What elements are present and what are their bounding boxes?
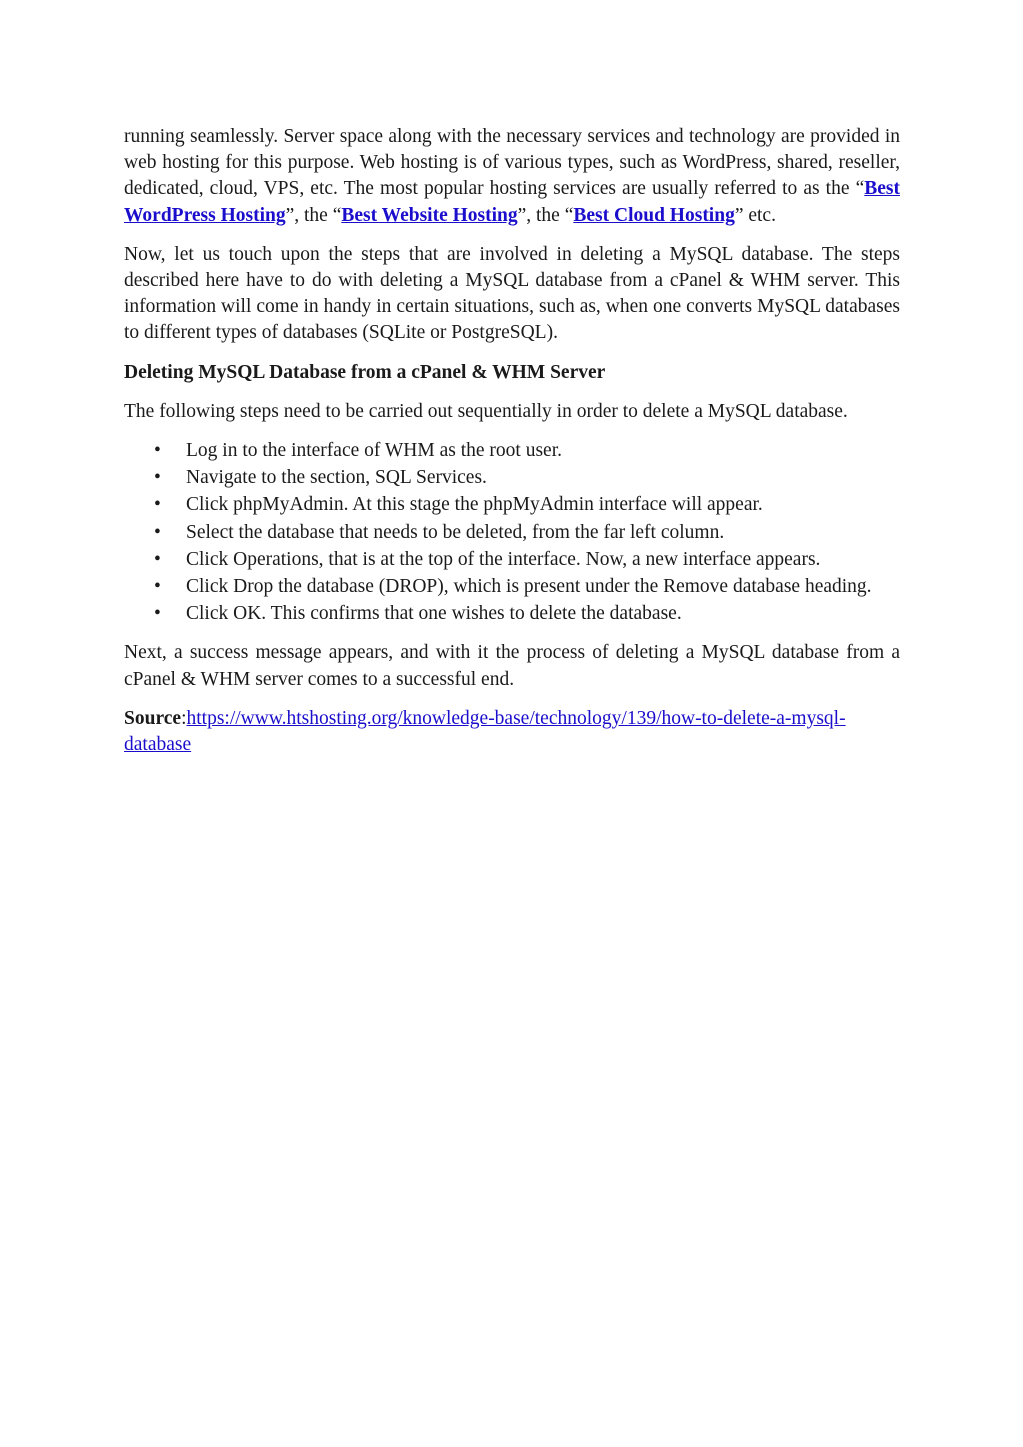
bullet-icon: • (154, 603, 161, 625)
step-text: Log in to the interface of WHM as the root user. (186, 440, 562, 462)
best-cloud-hosting-link[interactable]: Best Cloud Hosting (573, 204, 735, 226)
intro-text-d: ” etc. (734, 204, 776, 226)
source-label: Source (124, 707, 182, 729)
best-wordpress-hosting-link[interactable]: Best WordPress Hosting (124, 178, 900, 226)
best-website-hosting-link[interactable]: Best Website Hosting (341, 204, 518, 226)
step-text: Click Drop the database (DROP), which is present under the Remove database heading. (186, 576, 872, 598)
sequence-paragraph: The following steps need to be carried out sequentially in order to delete a MySQL database. (124, 400, 848, 422)
steps-intro-paragraph: Now, let us touch upon the steps that are involved in deleting a MySQL database. The steps described here have to do with deleting a MySQL database from a cPanel & WHM server. This information will come in handy in certain situations, such as, when one converts MySQL databases to different types of databases (SQLite or PostgreSQL). (124, 243, 900, 344)
source-line (124, 706, 900, 758)
intro-paragraph (124, 124, 900, 229)
step-text: Select the database that needs to be deleted, from the far left column. (186, 521, 725, 543)
list-item (124, 492, 900, 518)
conclusion-paragraph: Next, a success message appears, and with it the process of deleting a MySQL database from a cPanel & WHM server comes to a successful end. (124, 642, 900, 690)
source-url-link[interactable]: https://www.htshosting.org/knowledge-base/technology/139/how-to-delete-a-mysql-database (124, 707, 846, 756)
list-item (124, 574, 900, 600)
bullet-icon: • (154, 467, 161, 489)
step-text: Click Operations, that is at the top of the interface. Now, a new interface appears. (186, 548, 821, 570)
list-item (124, 547, 900, 573)
intro-text-a: running seamlessly. Server space along with the necessary services and technology are provided in web hosting for this purpose. Web hosting is of various types, such as WordPress, shared, reseller, dedicated, cloud, VPS, etc. The most popular hosting services are usually referred to as the “ (124, 126, 900, 200)
bullet-icon: • (154, 548, 161, 570)
steps-list (124, 438, 900, 627)
bullet-icon: • (154, 576, 161, 598)
source-separator: : (181, 707, 187, 729)
list-item (124, 465, 900, 491)
list-item (124, 520, 900, 546)
document-page (124, 124, 900, 771)
step-text: Click phpMyAdmin. At this stage the phpMyAdmin interface will appear. (186, 494, 763, 516)
bullet-icon: • (154, 440, 161, 462)
step-text: Navigate to the section, SQL Services. (186, 467, 487, 489)
step-text: Click OK. This confirms that one wishes to delete the database. (186, 603, 682, 625)
bullet-icon: • (154, 521, 161, 543)
section-heading: Deleting MySQL Database from a cPanel & WHM Server (124, 361, 606, 383)
intro-text-b: ”, the “ (285, 204, 342, 226)
intro-text-c: ”, the “ (517, 204, 574, 226)
bullet-icon: • (154, 494, 161, 516)
list-item (124, 438, 900, 464)
list-item (124, 601, 900, 627)
